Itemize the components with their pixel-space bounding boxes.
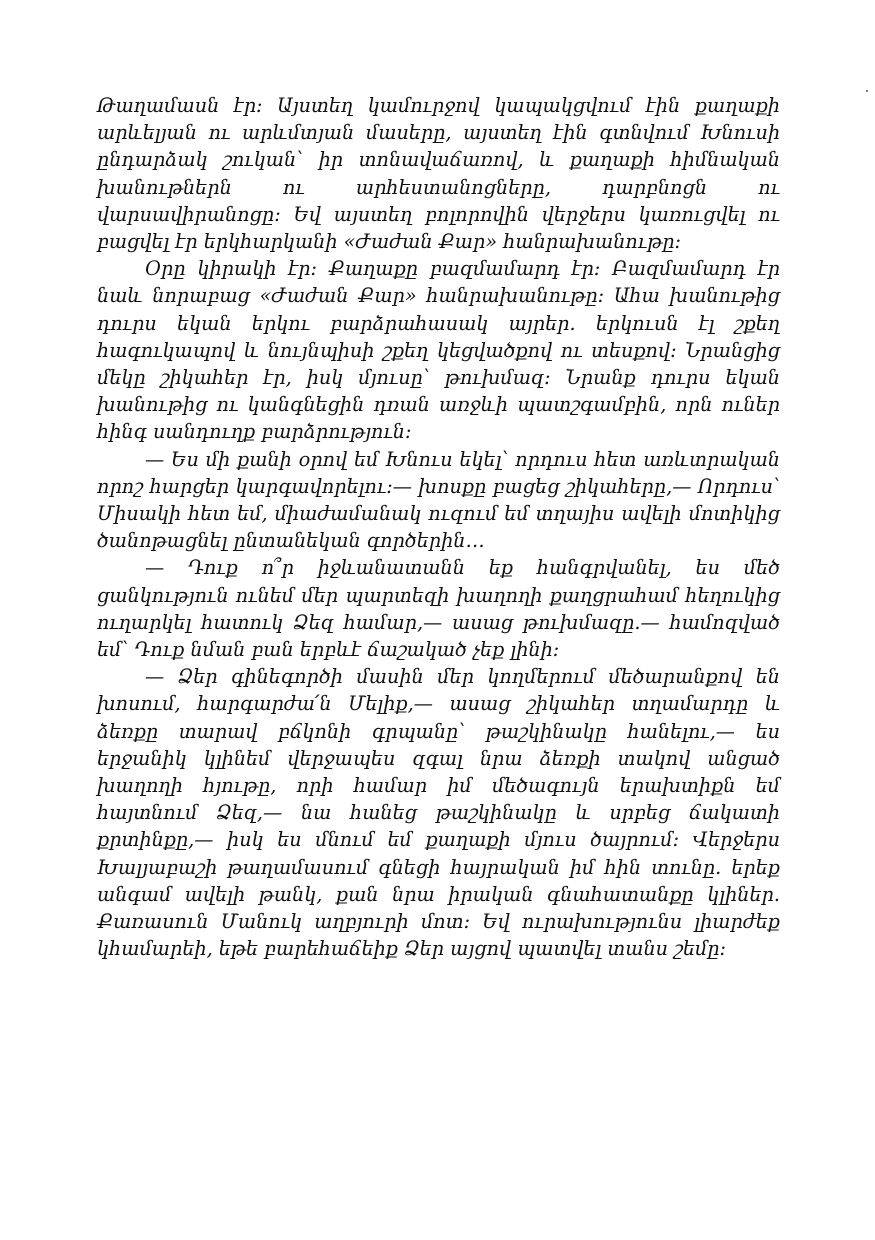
paragraph-2: Օրը կիրակի էր: Քաղաքը բազմամարդ էր: Բազմամարդ էր նաև նորաբաց «Ժաժան Քար» հանրախանութը: Ահա խանութից դուրս եկան երկու բարձրահասակ այրեր. երկուսն էլ շքեղ հագուկապով և նույնպիսի շքեղ կեցվածքով ու տեսքով: Նրանցից մեկը շիկահեր էր, իսկ մյուսը՝ թուխմազ: Նրանք դուրս եկան խանութից ու կանգնեցին դռան առջևի պատշգամբին, որն ուներ հինգ սանդուղք բարձրություն:	[97, 257, 780, 444]
document-page	[97, 92, 780, 963]
paragraph-4: — Դուք ո՞ր իջևանատանն եք հանգրվանել, ես մեծ ցանկություն ունեմ մեր պարտեզի խաղողի քաղցրահամ հեղուկից ուղարկել հատուկ Ձեզ համար,— ասաց թուխմազը.— համոզված եմ՝ Դուք նման բան երբևէ ճաշակած չեք լինի:	[97, 556, 780, 662]
paragraph-5: — Ձեր գինեգործի մասին մեր կողմերում մեծարանքով են խոսում, հարգարժա՛ն Մելիք,— ասաց շիկահեր տղամարդը և ձեռքը տարավ բճկոնի գրպանը՝ թաշկինակը հանելու,— ես երջանիկ կլինեմ վերջապես զգալ նրա ձեռքի տակով անցած խաղողի հյութը, որի համար իմ մեծագույն երախտիքն եմ հայտնում Ձեզ,— նա հանեց թաշկինակը և սրբեց ճակատի քրտինքը,— իսկ ես մնում եմ քաղաքի մյուս ծայրում: Վերջերս Խալյաբաշի թաղամասում գնեցի հայրական իմ հին տունը. երեք անգամ ավելի թանկ, քան նրա իրական գնահատանքը կլիներ. Քառասուն Մանուկ աղբյուրի մոտ: Եվ ուրախությունս լիարժեք կհամարեի, եթե բարեհաճեիք Ձեր այցով պատվել տանս շեմը:	[97, 665, 780, 961]
paragraph-3: — Ես մի քանի օրով եմ Խնուս եկել՝ որդուս հետ առևտրական որոշ հարցեր կարգավորելու:— խոսքը բացեց շիկահերը,— Որդուս՝ Միսակի հետ եմ, միաժամանակ ուզում եմ տղայիս ավելի մոտիկից ծանոթացնել ընտանեկան գործերին…	[97, 447, 780, 553]
paragraph-1: Թաղամասն էր: Այստեղ կամուրջով կապակցվում էին քաղաքի արևելյան ու արևմտյան մասերը, այստեղ էին գտնվում Խնուսի ընդարձակ շուկան՝ իր տոնավաճառով, և քաղաքի հիմնական խանութներն ու արհեստանոցները, դարբնոցն ու վարսավիրանոցը: Եվ այստեղ բոլորովին վերջերս կառուցվել ու բացվել էր երկհարկանի «Ժաժան Քար» հանրախանութը:	[97, 94, 780, 254]
page-mark-dot	[866, 90, 868, 92]
